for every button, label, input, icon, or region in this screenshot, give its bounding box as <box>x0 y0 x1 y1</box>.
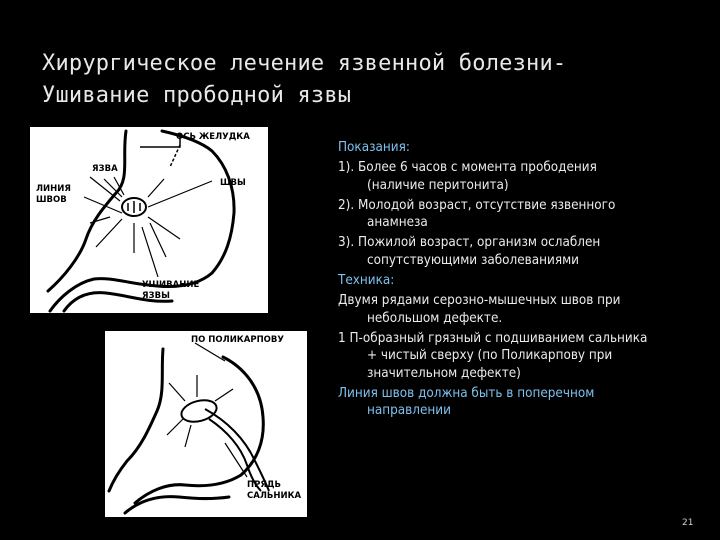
ulcer-suturing-diagram <box>30 127 268 313</box>
indication-2 <box>338 197 714 232</box>
page-number: 21 <box>682 518 694 528</box>
indication-1 <box>338 159 714 194</box>
technique-2 <box>338 330 714 382</box>
technique-2-line3: значительном дефекте) <box>367 365 521 381</box>
label-suture-line-2: ШВОВ <box>36 195 67 205</box>
technique-2-line1: 1 П-образный грязный с подшиванием сальника <box>338 330 648 346</box>
label-polikarpov: ПО ПОЛИКАРПОВУ <box>191 335 284 345</box>
indication-3-line2: сопутствующими заболеваниями <box>367 252 579 268</box>
technique-2-line2: + чистый сверху (по Поликарпову при <box>367 348 613 364</box>
indication-3 <box>338 234 714 269</box>
suture-direction-note <box>338 385 714 420</box>
label-strand-2: САЛЬНИКА <box>247 491 302 501</box>
stomach-diagram-1 <box>30 127 268 313</box>
stomach-diagram-2 <box>105 331 307 517</box>
label-ulcer: ЯЗВА <box>92 164 118 174</box>
technique-heading: Техника: <box>338 273 395 289</box>
technique-1-line1: Двумя рядами серозно-мышечных швов при <box>338 293 621 309</box>
slide-title-line1: Хирургическое лечение язвенной болезни- <box>42 51 567 76</box>
indication-3-line1: 3). Пожилой возраст, организм ослаблен <box>338 235 601 251</box>
indication-1-line2: (наличие перитонита) <box>367 177 509 193</box>
label-sutures: ШВЫ <box>220 178 246 188</box>
slide-title-line2: Ушивание прободной язвы <box>42 83 352 108</box>
polikarpov-diagram <box>105 331 307 517</box>
technique-1-line2: небольшом дефекте. <box>367 310 503 326</box>
label-suture-line-1: ЛИНИЯ <box>36 184 71 194</box>
indication-2-line1: 2). Молодой возраст, отсутствие язвенного <box>338 197 616 213</box>
indication-2-line2: анамнеза <box>367 215 428 231</box>
note-line1: Линия швов должна быть в поперечном <box>338 385 595 401</box>
note-line2: направлении <box>367 403 451 419</box>
label-suturing-2: ЯЗВЫ <box>142 291 170 301</box>
label-suturing-1: УШИВАНИЕ <box>142 280 200 290</box>
slide-title <box>42 48 692 112</box>
label-stomach-axis: ОСЬ ЖЕЛУДКА <box>176 132 250 142</box>
indications-heading: Показания: <box>338 140 410 155</box>
label-strand-1: ПРЯДЬ <box>247 480 281 490</box>
indication-1-line1: 1). Более 6 часов с момента прободения <box>338 160 597 176</box>
content-text <box>338 139 714 422</box>
technique-1 <box>338 292 714 327</box>
